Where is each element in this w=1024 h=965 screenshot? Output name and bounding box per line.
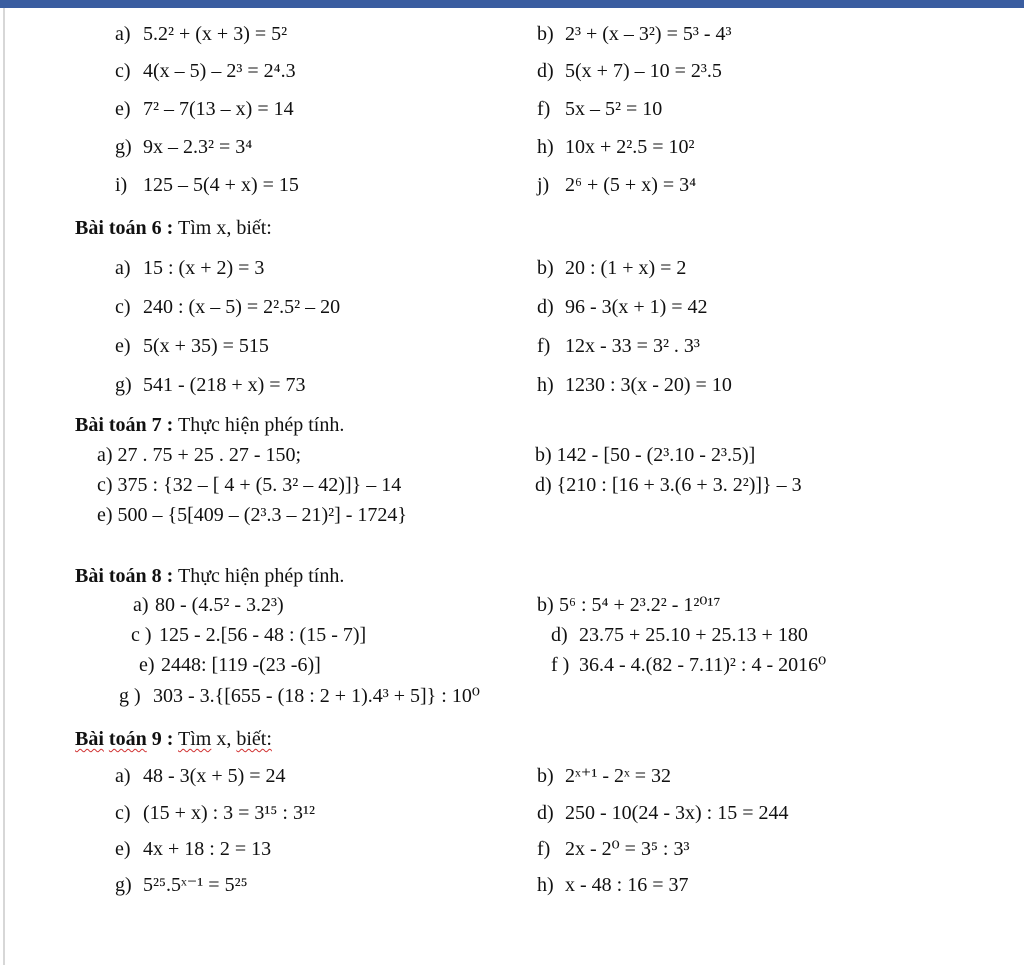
exercise-item: f) 5x – 5² = 10 — [537, 98, 663, 120]
exercise-item: j) 2⁶ + (5 + x) = 3⁴ — [537, 174, 697, 196]
exercise-item: h) x - 48 : 16 = 37 — [537, 874, 689, 896]
page-left-border — [3, 8, 5, 965]
exercise-item: h) 1230 : 3(x - 20) = 10 — [537, 374, 732, 396]
exercise-item: b) 2³ + (x – 3²) = 5³ - 4³ — [537, 23, 732, 45]
section-heading: Bài toán 6 : Tìm x, biết: — [75, 217, 272, 239]
exercise-item: g) 5²⁵.5ˣ⁻¹ = 5²⁵ — [115, 874, 248, 896]
exercise-item: e) 500 – {5[409 – (2³.3 – 21)²] - 1724} — [97, 504, 408, 526]
exercise-item: b) 2ˣ⁺¹ - 2ˣ = 32 — [537, 765, 672, 787]
exercise-item: f) 12x - 33 = 3² . 3³ — [537, 335, 700, 357]
exercise-item: f) 2x - 2⁰ = 3⁵ : 3³ — [537, 838, 690, 860]
exercise-item: c) 240 : (x – 5) = 2².5² – 20 — [115, 296, 341, 318]
exercise-item: a) 5.2² + (x + 3) = 5² — [115, 23, 288, 45]
section-heading: Bài toán 9 : Tìm x, biết: — [75, 728, 272, 750]
exercise-item: g ) 303 - 3.{[655 - (18 : 2 + 1).4³ + 5]} : 10⁰ — [119, 685, 480, 707]
exercise-item: d) 96 - 3(x + 1) = 42 — [537, 296, 708, 318]
exercise-item: a) 27 . 75 + 25 . 27 - 150; — [97, 444, 302, 466]
exercise-item: g) 541 - (218 + x) = 73 — [115, 374, 306, 396]
exercise-item: d) 5(x + 7) – 10 = 2³.5 — [537, 60, 722, 82]
exercise-item: i) 125 – 5(4 + x) = 15 — [115, 174, 299, 196]
exercise-item: d) {210 : [16 + 3.(6 + 3. 2²)]} – 3 — [535, 474, 802, 496]
exercise-item: h) 10x + 2².5 = 10² — [537, 136, 695, 158]
exercise-item: b) 5⁶ : 5⁴ + 2³.2² - 1²⁰¹⁷ — [537, 594, 721, 616]
exercise-item: c) (15 + x) : 3 = 3¹⁵ : 3¹² — [115, 802, 315, 824]
exercise-item: a) 80 - (4.5² - 3.2³) — [133, 594, 284, 616]
exercise-item: g) 9x – 2.3² = 3⁴ — [115, 136, 253, 158]
exercise-item: e) 7² – 7(13 – x) = 14 — [115, 98, 294, 120]
exercise-item: e) 5(x + 35) = 515 — [115, 335, 269, 357]
window-top-bar — [0, 0, 1024, 8]
exercise-item: a) 48 - 3(x + 5) = 24 — [115, 765, 286, 787]
exercise-item: c) 4(x – 5) – 2³ = 2⁴.3 — [115, 60, 296, 82]
exercise-item: b) 20 : (1 + x) = 2 — [537, 257, 687, 279]
exercise-item: c) 375 : {32 – [ 4 + (5. 3² – 42)]} – 14 — [97, 474, 402, 496]
section-heading: Bài toán 8 : Thực hiện phép tính. — [75, 565, 345, 587]
exercise-item: a) 15 : (x + 2) = 3 — [115, 257, 265, 279]
exercise-item: e) 2448: [119 -(23 -6)] — [139, 654, 321, 676]
exercise-item: d) 250 - 10(24 - 3x) : 15 = 244 — [537, 802, 789, 824]
exercise-item: c ) 125 - 2.[56 - 48 : (15 - 7)] — [131, 624, 367, 646]
section-heading: Bài toán 7 : Thực hiện phép tính. — [75, 414, 345, 436]
exercise-item: b) 142 - [50 - (2³.10 - 2³.5)] — [535, 444, 756, 466]
exercise-item: d) 23.75 + 25.10 + 25.13 + 180 — [551, 624, 808, 646]
exercise-item: e) 4x + 18 : 2 = 13 — [115, 838, 272, 860]
exercise-item: f ) 36.4 - 4.(82 - 7.11)² : 4 - 2016⁰ — [551, 654, 827, 676]
